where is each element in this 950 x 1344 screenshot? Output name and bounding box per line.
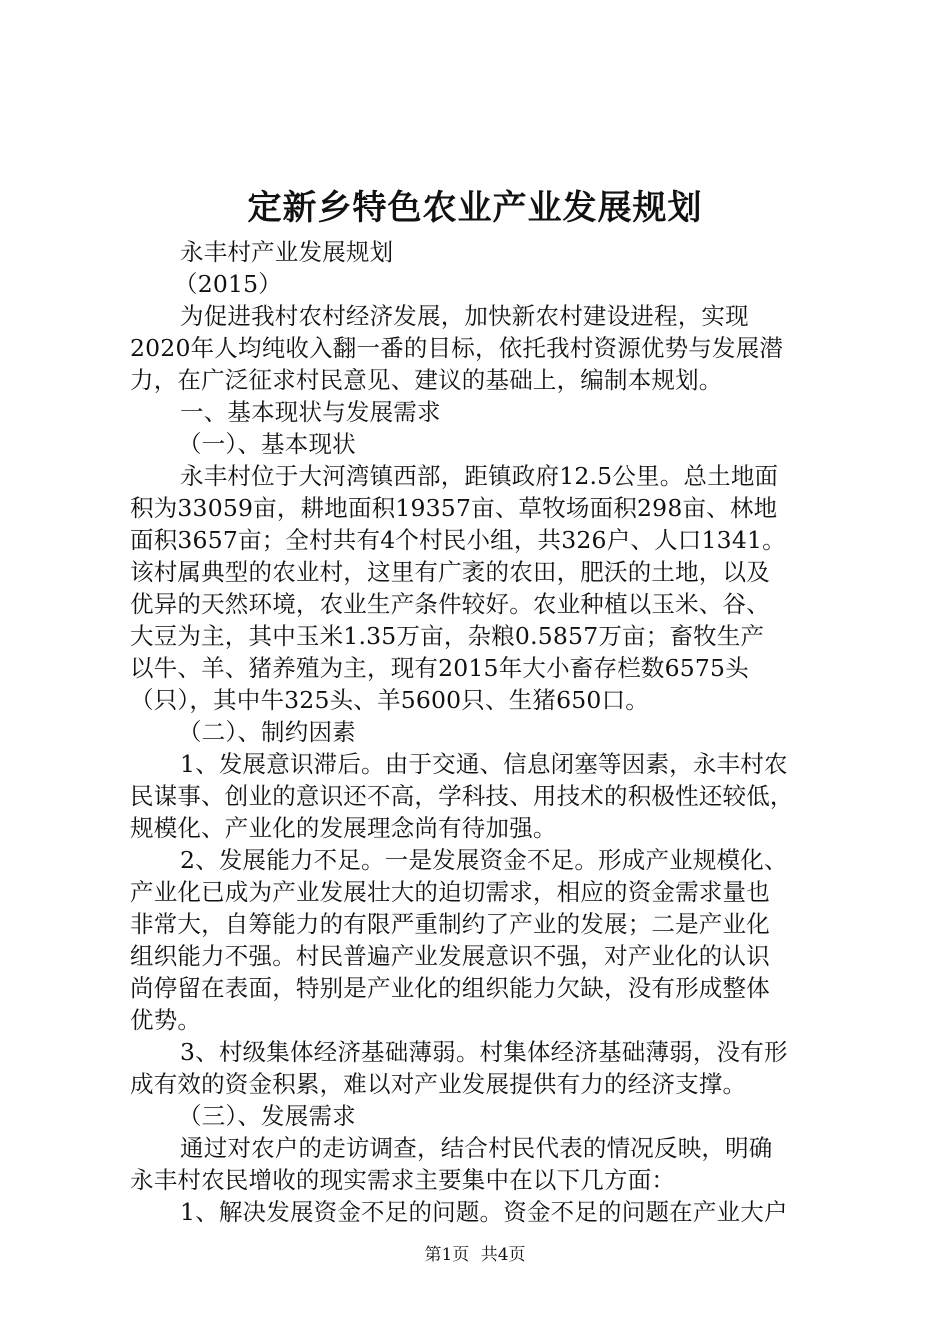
- text-line: 非常大，自筹能力的有限严重制约了产业的发展；二是产业化: [130, 910, 770, 938]
- text-line: 该村属典型的农业村，这里有广袤的农田，肥沃的土地，以及: [130, 558, 770, 586]
- text-line: 永丰村产业发展规划: [180, 238, 394, 266]
- text-line: 优异的天然环境，农业生产条件较好。农业种植以玉米、谷、: [130, 590, 770, 618]
- text-line: 永丰村农民增收的现实需求主要集中在以下几方面：: [130, 1166, 676, 1194]
- text-line: 尚停留在表面，特别是产业化的组织能力欠缺，没有形成整体: [130, 974, 770, 1002]
- text-line: 永丰村位于大河湾镇西部，距镇政府12.5公里。总土地面: [180, 462, 779, 490]
- page-footer: [0, 1243, 950, 1267]
- text-line: （三）、发展需求: [178, 1102, 356, 1130]
- page-total: 共4页: [480, 1245, 526, 1265]
- text-line: 2020年人均纯收入翻一番的目标，依托我村资源优势与发展潜: [130, 334, 784, 362]
- text-line: （二）、制约因素: [178, 718, 356, 746]
- text-line: 成有效的资金积累，难以对产业发展提供有力的经济支撑。: [130, 1070, 747, 1098]
- text-line: 积为33059亩，耕地面积19357亩、草牧场面积298亩、林地: [130, 494, 778, 522]
- text-line: 以牛、羊、猪养殖为主，现有2015年大小畜存栏数6575头: [130, 654, 749, 682]
- text-line: 3、村级集体经济基础薄弱。村集体经济基础薄弱，没有形: [180, 1038, 788, 1066]
- text-line: 民谋事、创业的意识还不高，学科技、用技术的积极性还较低，: [130, 782, 794, 810]
- page-number: 第1页: [424, 1245, 470, 1265]
- text-line: （只），其中牛325头、羊5600只、生猪650口。: [130, 686, 649, 714]
- text-line: 大豆为主，其中玉米1.35万亩，杂粮0.5857万亩；畜牧生产: [130, 622, 765, 650]
- text-line: 一、基本现状与发展需求: [180, 398, 441, 426]
- text-line: 通过对农户的走访调查，结合村民代表的情况反映，明确: [180, 1134, 773, 1162]
- text-line: 1、解决发展资金不足的问题。资金不足的问题在产业大户: [180, 1198, 788, 1226]
- text-line: 为促进我村农村经济发展，加快新农村建设进程，实现: [180, 302, 749, 330]
- document-title: 定新乡特色农业产业发展规划: [247, 188, 703, 228]
- document-body: [130, 236, 830, 1228]
- text-line: 组织能力不强。村民普遍产业发展意识不强，对产业化的认识: [130, 942, 770, 970]
- text-line: （一）、基本现状: [178, 430, 356, 458]
- text-line: 力，在广泛征求村民意见、建议的基础上，编制本规划。: [130, 366, 723, 394]
- text-line: 面积3657亩；全村共有4个村民小组，共326户、人口1341。: [130, 526, 786, 554]
- text-line: 2、发展能力不足。一是发展资金不足。形成产业规模化、: [180, 846, 788, 874]
- text-line: （2015）: [174, 270, 283, 298]
- text-line: 1、发展意识滞后。由于交通、信息闭塞等因素，永丰村农: [180, 750, 788, 778]
- text-line: 优势。: [130, 1006, 202, 1034]
- text-line: 产业化已成为产业发展壮大的迫切需求，相应的资金需求量也: [130, 878, 770, 906]
- text-line: 规模化、产业化的发展理念尚有待加强。: [130, 814, 557, 842]
